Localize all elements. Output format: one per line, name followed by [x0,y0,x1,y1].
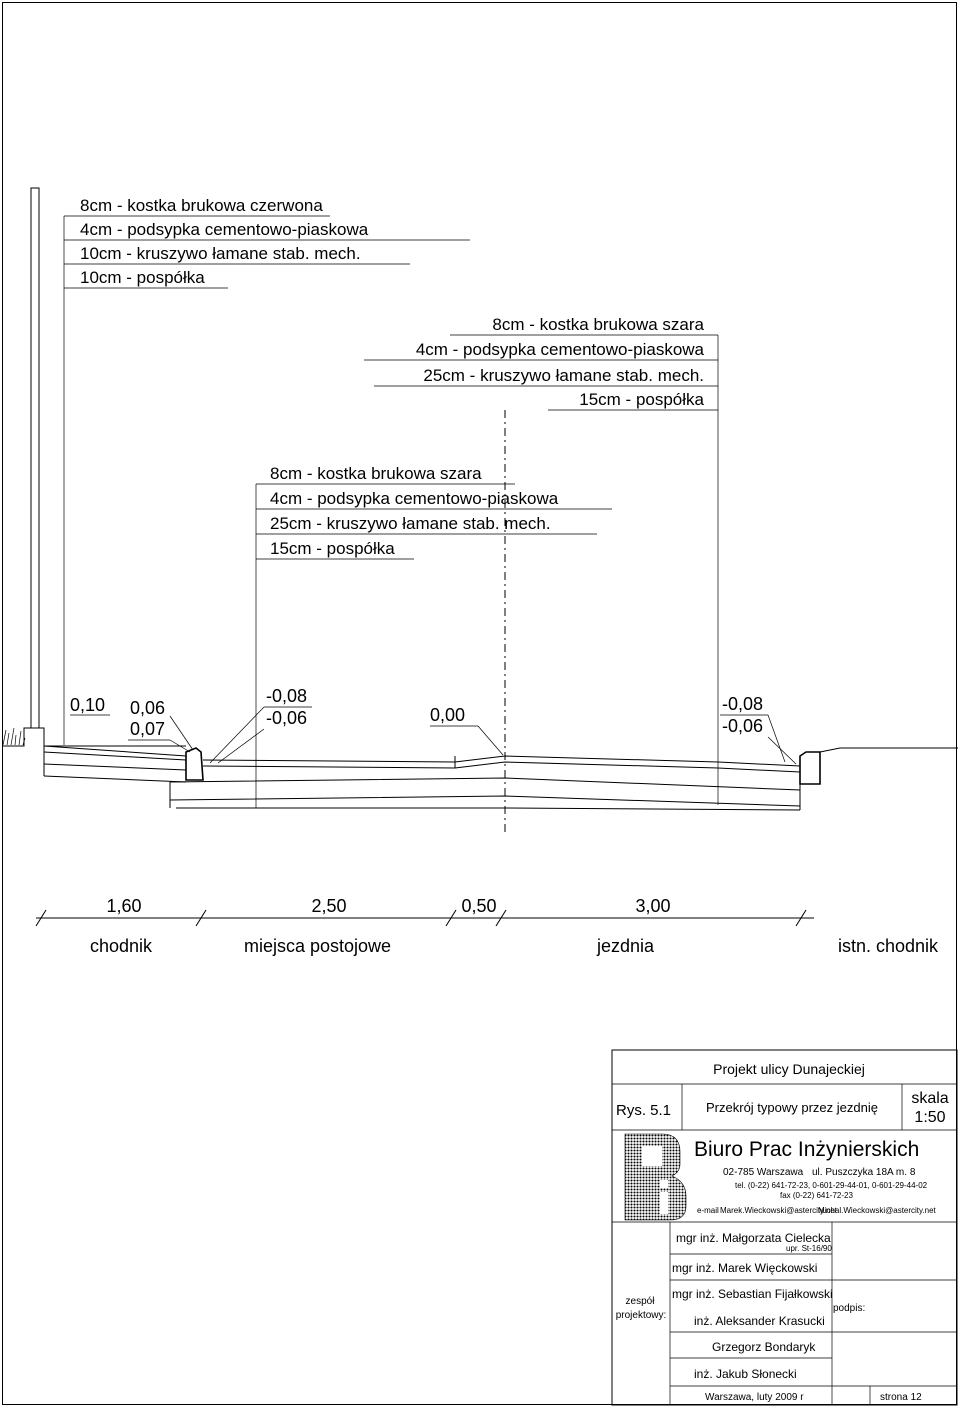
project-name: Projekt ulicy Dunajeckiej [713,1061,865,1077]
section-names [90,936,939,956]
scale-label: skala [911,1090,949,1107]
drawing-title: Przekrój typowy przez jezdnię [706,1100,878,1115]
parking-layers-label [256,464,612,808]
office-city: 02-785 Warszawa [723,1167,804,1178]
team-member: mgr inż. Marek Więckowski [672,1261,818,1275]
office-name: Biuro Prac Inżynierskich [694,1138,920,1161]
dimension-line [36,896,814,926]
permit-number: upr. St-16/90 [786,1244,832,1253]
curb-left [186,748,203,780]
layer-label: 25cm - kruszywo łamane stab. mech. [423,366,704,385]
signature-label: podpis: [833,1303,866,1314]
team-label: zespół [625,1296,655,1307]
office-logo [625,1134,686,1220]
section-label: jezdnia [597,936,655,956]
level-label: 0,00 [430,705,466,725]
figure-number: Rys. 5.1 [616,1102,672,1119]
team-member: mgr inż. Małgorzata Cielecka [676,1231,831,1245]
layer-label: 10cm - kruszywo łamane stab. mech. [80,244,361,263]
team-member: inż. Jakub Słonecki [694,1367,797,1381]
layer-label: 8cm - kostka brukowa czerwona [80,196,323,215]
section-label: miejsca postojowe [244,936,392,956]
email-label: e-mail [697,1206,719,1215]
layer-label: 25cm - kruszywo łamane stab. mech. [270,514,551,533]
team-member: mgr inż. Sebastian Fijałkowski [672,1287,833,1301]
roadway-layers-label [364,315,718,805]
layer-label: 4cm - podsypka cementowo-piaskowa [415,340,704,359]
drawing-date: Warszawa, luty 2009 r [705,1392,804,1403]
dimension-value: 0,50 [461,896,497,916]
office-phones: tel. (0-22) 641-72-23, 0-601-29-44-01, 0-601-29-44-02 [735,1181,928,1190]
scale-value: 1:50 [914,1109,946,1126]
layer-label: 15cm - pospółka [270,539,395,558]
grass-icon [3,728,25,745]
office-fax: fax (0-22) 641-72-23 [780,1191,853,1200]
email-1: Marek.Wieckowski@astercity.net [720,1206,837,1215]
lamp-post [31,188,39,728]
level-label: -0,08 [722,694,764,714]
layer-label: 4cm - podsypka cementowo-piaskowa [80,220,369,239]
level-label: 0,10 [70,695,106,715]
layer-label: 8cm - kostka brukowa szara [270,464,482,483]
section-label: chodnik [90,936,153,956]
level-label: 0,06 [130,698,166,718]
page-number: strona 12 [880,1392,922,1403]
level-label: -0,06 [266,708,308,728]
team-label: projektowy: [615,1310,667,1321]
office-street: ul. Puszczyka 18A m. 8 [812,1167,916,1178]
level-label: -0,08 [266,686,308,706]
levels [70,686,796,764]
email-2: Michal.Wieckowski@astercity.net [818,1206,936,1215]
section-label: istn. chodnik [838,936,939,956]
level-label: 0,07 [130,719,166,739]
layer-label: 15cm - pospółka [579,390,704,409]
dimension-value: 3,00 [635,896,671,916]
team-member: Grzegorz Bondaryk [712,1340,816,1354]
team-member: inż. Aleksander Krasucki [694,1314,825,1328]
title-block [612,1050,957,1405]
layer-label: 8cm - kostka brukowa szara [492,315,704,334]
curb-right [800,752,820,784]
level-label: -0,06 [722,716,764,736]
dimension-value: 2,50 [311,896,347,916]
layer-label: 10cm - pospółka [80,268,205,287]
dimension-value: 1,60 [106,896,142,916]
layer-label: 4cm - podsypka cementowo-piaskowa [270,489,559,508]
